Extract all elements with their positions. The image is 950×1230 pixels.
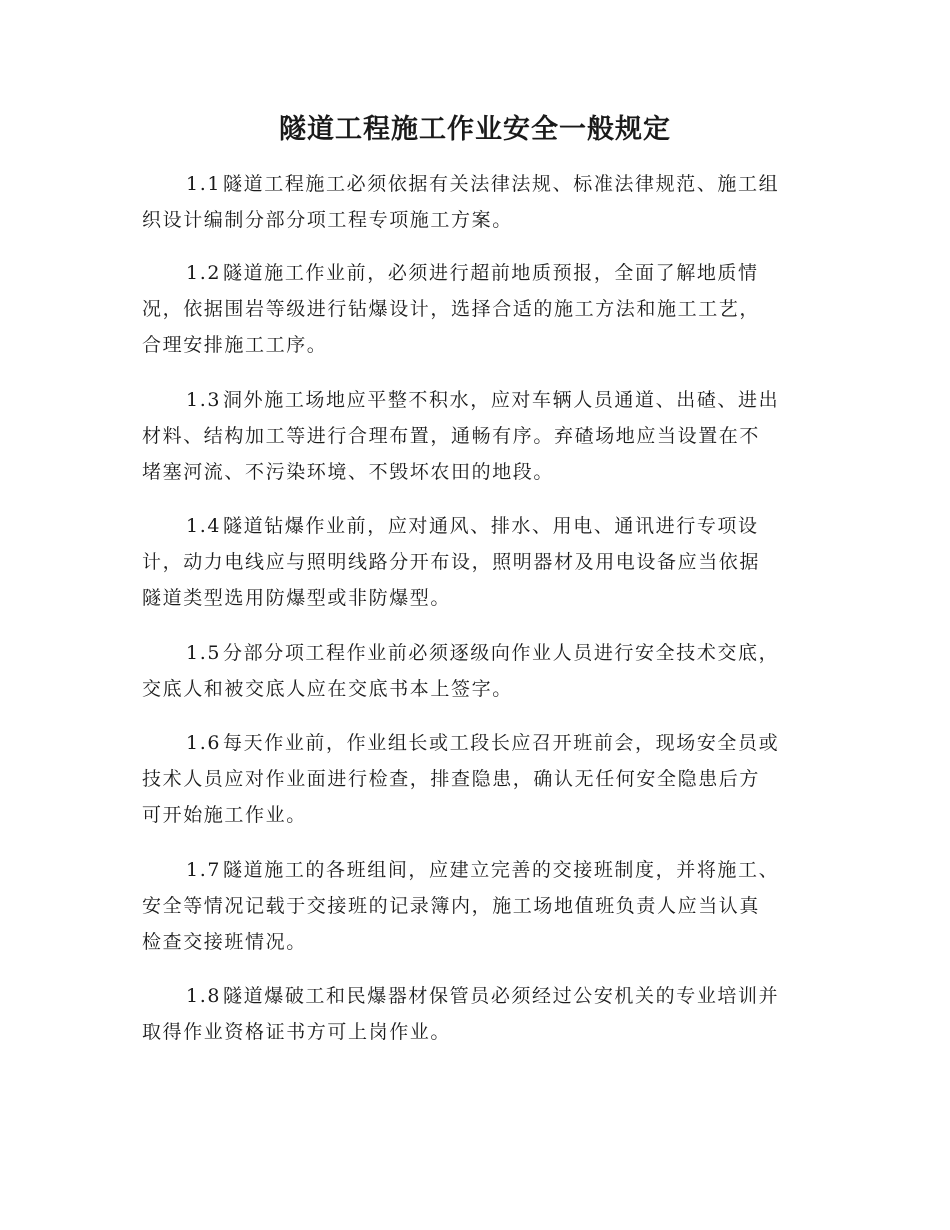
- clause-first-line: [186, 254, 759, 294]
- clause-number: 1.8: [186, 985, 222, 1007]
- document-title: 隧道工程施工作业安全一般规定: [279, 114, 671, 145]
- clause-text: 织设计编制分部分项工程专项施工方案。: [142, 209, 513, 231]
- clause-text: 合理安排施工工序。: [142, 334, 328, 356]
- clause-text: 隧道施工的各班组间，应建立完善的交接班制度，并将施工、: [223, 859, 780, 881]
- clause-first-line: [186, 381, 779, 421]
- clause-text: 取得作业资格证书方可上岗作业。: [142, 1021, 452, 1043]
- clause-first-line: [186, 724, 779, 764]
- clause-text: 隧道爆破工和民爆器材保管员必须经过公安机关的专业培训并: [223, 985, 780, 1007]
- clause-first-line: [186, 851, 779, 891]
- clause-text: 隧道工程施工必须依据有关法律法规、标准法律规范、施工组: [223, 173, 780, 195]
- clause-text: 洞外施工场地应平整不积水，应对车辆人员通道、出碴、进出: [223, 389, 780, 411]
- clause-text: 隧道钻爆作业前，应对通风、排水、用电、通讯进行专项设: [223, 515, 759, 537]
- clause-text: 隧道施工作业前，必须进行超前地质预报，全面了解地质情: [223, 262, 759, 284]
- clause-number: 1.2: [186, 262, 222, 284]
- clause-text: 材料、结构加工等进行合理布置，通畅有序。弃碴场地应当设置在不: [142, 425, 761, 447]
- clause-text: 安全等情况记载于交接班的记录簿内，施工场地值班负责人应当认真: [142, 895, 761, 917]
- clause-text: 计，动力电线应与照明线路分开布设，照明器材及用电设备应当依据: [142, 551, 761, 573]
- clause-first-line: [186, 634, 779, 674]
- clause-text: 每天作业前，作业组长或工段长应召开班前会，现场安全员或: [223, 732, 780, 754]
- clause-text: 检查交接班情况。: [142, 931, 307, 953]
- clause-text: 可开始施工作业。: [142, 804, 307, 826]
- clause-number: 1.3: [186, 389, 222, 411]
- clause-number: 1.5: [186, 642, 222, 664]
- clause-first-line: [186, 165, 779, 205]
- clause-text: 堵塞河流、不污染环境、不毁坏农田的地段。: [142, 461, 555, 483]
- clause-text: 况，依据围岩等级进行钻爆设计，选择合适的施工方法和施工工艺，: [142, 298, 761, 320]
- clause-number: 1.1: [186, 173, 222, 195]
- clause-text: 交底人和被交底人应在交底书本上签字。: [142, 678, 513, 700]
- clause-text: 分部分项工程作业前必须逐级向作业人员进行安全技术交底，: [223, 642, 780, 664]
- clause-text: 技术人员应对作业面进行检查，排查隐患，确认无任何安全隐患后方: [142, 768, 761, 790]
- clause-text: 隧道类型选用防爆型或非防爆型。: [142, 587, 452, 609]
- clause-number: 1.4: [186, 515, 222, 537]
- clause-first-line: [186, 977, 779, 1017]
- clause-first-line: [186, 507, 759, 547]
- clause-number: 1.6: [186, 732, 222, 754]
- clause-number: 1.7: [186, 859, 222, 881]
